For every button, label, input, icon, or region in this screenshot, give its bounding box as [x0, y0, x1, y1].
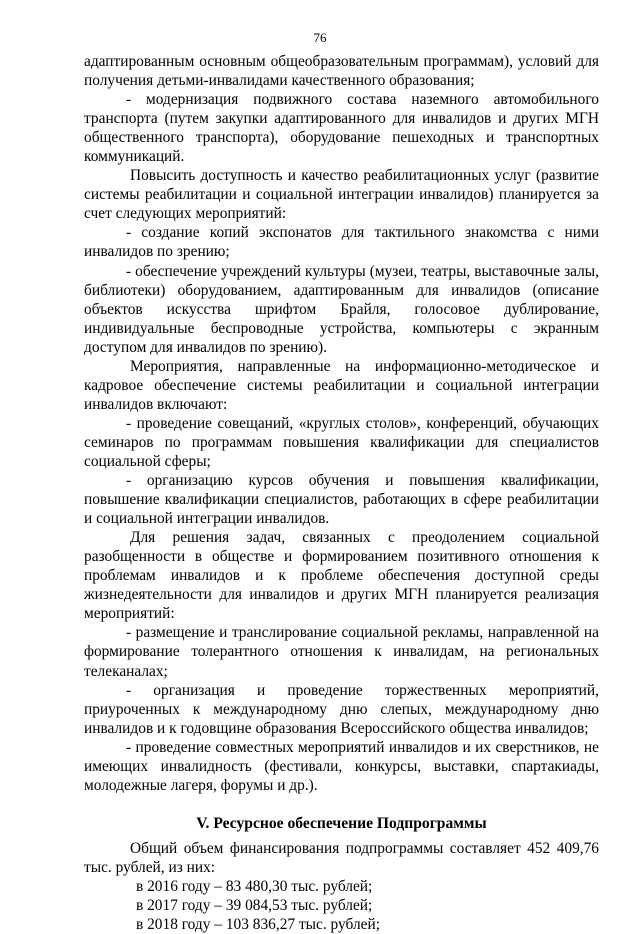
paragraph-methodical-intro: Мероприятия, направленные на информационно-методическое и кадровое обеспечение системы реабилитации и социальной интеграции инвалидов включают: — [84, 357, 599, 413]
section-heading: V. Ресурсное обеспечение Подпрограммы — [196, 814, 487, 832]
list-item-training-courses: - организацию курсов обучения и повышения квалификации, повышение квалификации специалистов, работающих в сфере реабилитации и социальной интеграции инвалидов. — [84, 472, 599, 528]
paragraph-rehabilitation-intro: Повысить доступность и качество реабилитационных услуг (развитие системы реабилитации и социальной интеграции инвалидов) планируется за счет следующих мероприятий: — [84, 167, 599, 223]
funding-line-2018: в 2018 году – 103 836,27 тыс. рублей; — [136, 916, 380, 934]
list-item-transport-modernization: - модернизация подвижного состава наземного автомобильного транспорта (путем закупки адаптированного для инвалидов и других МГН общественного транспорта), оборудование пешеходных и транспортных коммуникаций. — [84, 91, 599, 166]
list-item-meetings: - проведение совещаний, «круглых столов», конференций, обучающих семинаров по программам повышения квалификации для специалистов социальной сферы; — [84, 414, 599, 470]
paragraph-social-integration-intro: Для решения задач, связанных с преодолением социальной разобщенности в обществе и формированием позитивного отношения к проблемам инвалидов и к проблеме обеспечения доступной среды жизнедеятельности для инвалидов и других МГН планируется реализация мероприятий: — [84, 529, 599, 623]
list-item-ceremonial-events: - организация и проведение торжественных мероприятий, приуроченных к международному дню слепых, международному дню инвалидов и к годовщине образования Всероссийского общества инвалидов; — [84, 681, 599, 737]
funding-intro: Общий объем финансирования подпрограммы составляет 452 409,76 тыс. рублей, из них: — [84, 839, 599, 876]
funding-line-2017: в 2017 году – 39 084,53 тыс. рублей; — [136, 897, 373, 915]
funding-line-2016: в 2016 году – 83 480,30 тыс. рублей; — [136, 877, 373, 895]
list-item-culture-equipment: - обеспечение учреждений культуры (музеи, театры, выставочные залы, библиотеки) оборудованием, адаптированным для инвалидов (описание объектов искусства шрифтом Брайля, голосовое дублирование, индивидуальные беспроводные устройства, компьютеры с экранным доступом для инвалидов по зрению). — [84, 262, 599, 356]
page-number: 76 — [313, 30, 327, 45]
paragraph-continuation: адаптированным основным общеобразовательным программам), условий для получения детьми-инвалидами качественного образования; — [84, 53, 599, 90]
list-item-social-advertising: - размещение и транслирование социальной рекламы, направленной на формирование толерантного отношения к инвалидам, на региональных телеканалах; — [84, 624, 599, 680]
list-item-exhibit-copies: - создание копий экспонатов для тактильного знакомства с ними инвалидов по зрению; — [84, 224, 599, 261]
list-item-joint-events: - проведение совместных мероприятий инвалидов и их сверстников, не имеющих инвалидность (фестивали, конкурсы, выставки, спартакиады, молодежные лагеря, форумы и др.). — [84, 738, 599, 794]
page-body — [84, 52, 599, 934]
